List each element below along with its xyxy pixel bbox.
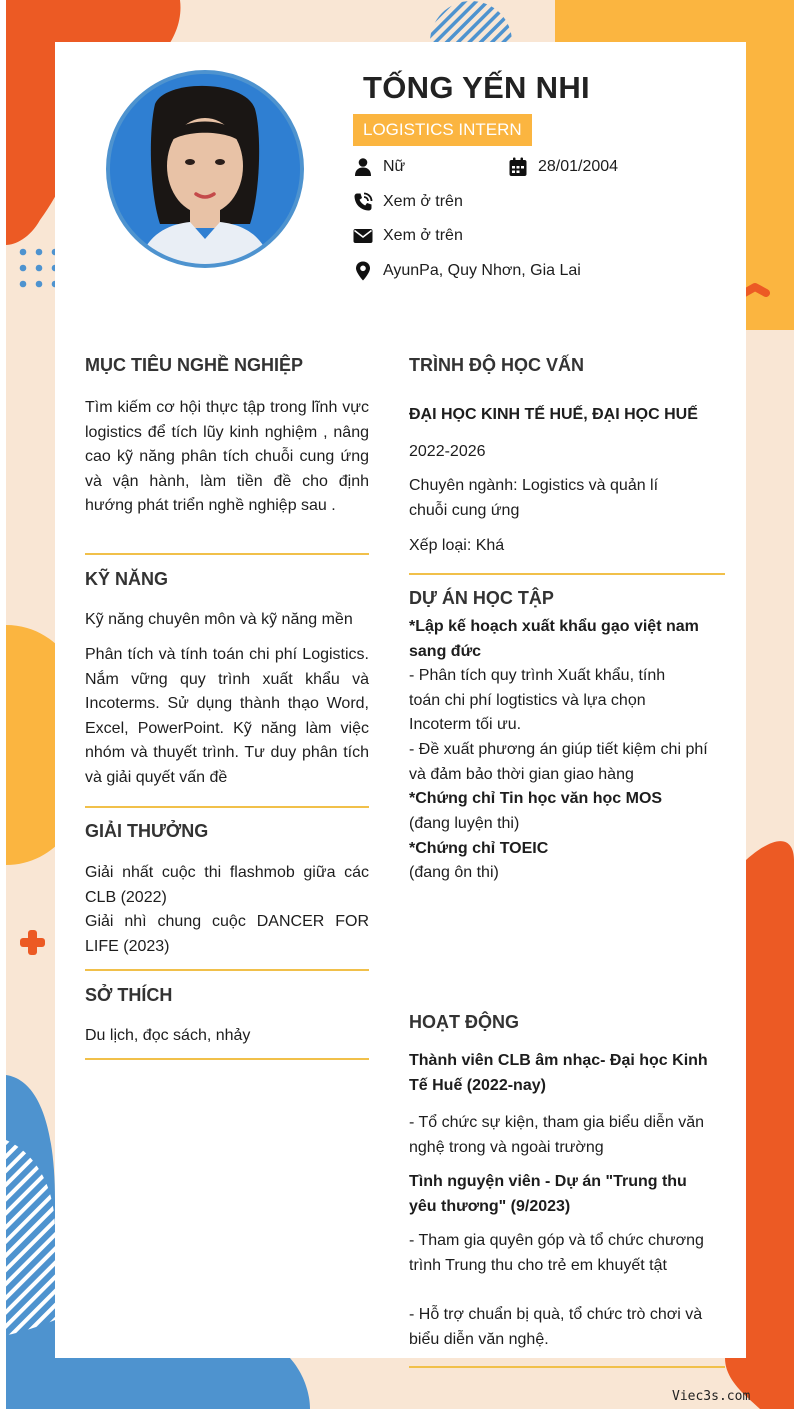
section-divider [85,806,369,808]
section-divider [85,1058,369,1060]
phone-icon [353,192,373,212]
project-detail: - Phân tích quy trình Xuất khẩu, tính toán chi phí logtistics và lựa chọn Incoterm tối ưu. [409,667,666,734]
address-row [353,261,581,281]
calendar-icon [508,157,528,177]
phone-row [353,192,463,212]
project-title: *Chứng chỉ Tin học văn học MOS [409,790,663,807]
section-divider [85,969,369,971]
email-value: Xem ở trên [383,227,463,244]
section-divider [409,573,725,575]
job-title-badge: LOGISTICS INTERN [353,114,532,146]
project-title: *Lập kế hoạch xuất khẩu gạo việt nam sang đức [409,618,699,660]
skills-text: Phân tích và tính toán chi phí Logistics. Nắm vững quy trình xuất khẩu và Incoterms. Sử dụng thành thạo Word, Excel, PowerPoint. Kỹ năng làm việc nhóm và thuyết trình. Tư duy phân tích và giải quyết vấn đề [85,646,369,786]
activity-detail: - Hỗ trợ chuẩn bị quà, tổ chức trò chơi và biểu diễn văn nghệ. [409,1306,703,1348]
project-note: (đang luyện thi) [409,815,520,832]
skills-heading: KỸ NĂNG [85,569,169,589]
activity-detail: - Tổ chức sự kiện, tham gia biểu diễn văn nghệ trong và ngoài trường [409,1114,705,1156]
section-divider [409,1366,725,1368]
gender-value: Nữ [383,158,406,175]
user-icon [353,157,373,177]
education-years: 2022-2026 [409,443,486,460]
site-watermark: Viec3s.com [672,1389,751,1404]
project-note: (đang ôn thi) [409,864,499,881]
section-divider [85,553,369,555]
map-pin-icon [353,261,373,281]
project-title: *Chứng chỉ TOEIC [409,840,549,857]
birthday-row [508,157,618,177]
candidate-name: TỐNG YẾN NHI [363,70,590,105]
hobbies-heading: SỞ THÍCH [85,985,173,1005]
education-grade: Xếp loại: Khá [409,537,505,554]
school-name: ĐẠI HỌC KINH TẾ HUẾ, ĐẠI HỌC HUẾ [409,406,698,423]
objective-heading: MỤC TIÊU NGHỀ NGHIỆP [85,355,304,375]
phone-value: Xem ở trên [383,193,463,210]
projects-heading: DỰ ÁN HỌC TẬP [409,588,554,608]
activities-heading: HOẠT ĐỘNG [409,1012,519,1032]
activity-title: Thành viên CLB âm nhạc- Đại học Kinh Tế Huế (2022-nay) [409,1052,708,1094]
hobbies-text: Du lịch, đọc sách, nhảy [85,1027,251,1044]
objective-text: Tìm kiếm cơ hội thực tập trong lĩnh vực logistics để tích lũy kinh nghiệm , nâng cao kỹ năng phân tích chuỗi cung ứng và vận hành, làm tiền đề cho định hướng phát triển nghề nghiệp sau . [85,399,369,515]
activity-title: Tình nguyện viên - Dự án "Trung thu yêu thương" (9/2023) [409,1173,687,1215]
envelope-icon [353,226,373,246]
project-detail: - Đề xuất phương án giúp tiết kiệm chi phí và đảm bảo thời gian giao hàng [409,741,708,783]
address-value: AyunPa, Quy Nhơn, Gia Lai [383,262,581,279]
education-major: Chuyên ngành: Logistics và quản lí chuỗi cung ứng [409,477,659,519]
profile-photo [106,70,304,268]
skills-subtitle: Kỹ năng chuyên môn và kỹ năng mền [85,611,353,628]
gender-row [353,157,405,177]
education-heading: TRÌNH ĐỘ HỌC VẤN [409,355,584,375]
birthday-value: 28/01/2004 [538,158,619,175]
award-item: Giải nhất cuộc thi flashmob giữa các CLB (2022) [85,864,369,906]
activity-detail: - Tham gia quyên góp và tổ chức chương trình Trung thu cho trẻ em khuyết tật [409,1232,704,1274]
award-item: Giải nhì chung cuộc DANCER FOR LIFE (2023) [85,913,369,955]
awards-heading: GIẢI THƯỞNG [85,821,209,841]
email-row [353,226,463,246]
